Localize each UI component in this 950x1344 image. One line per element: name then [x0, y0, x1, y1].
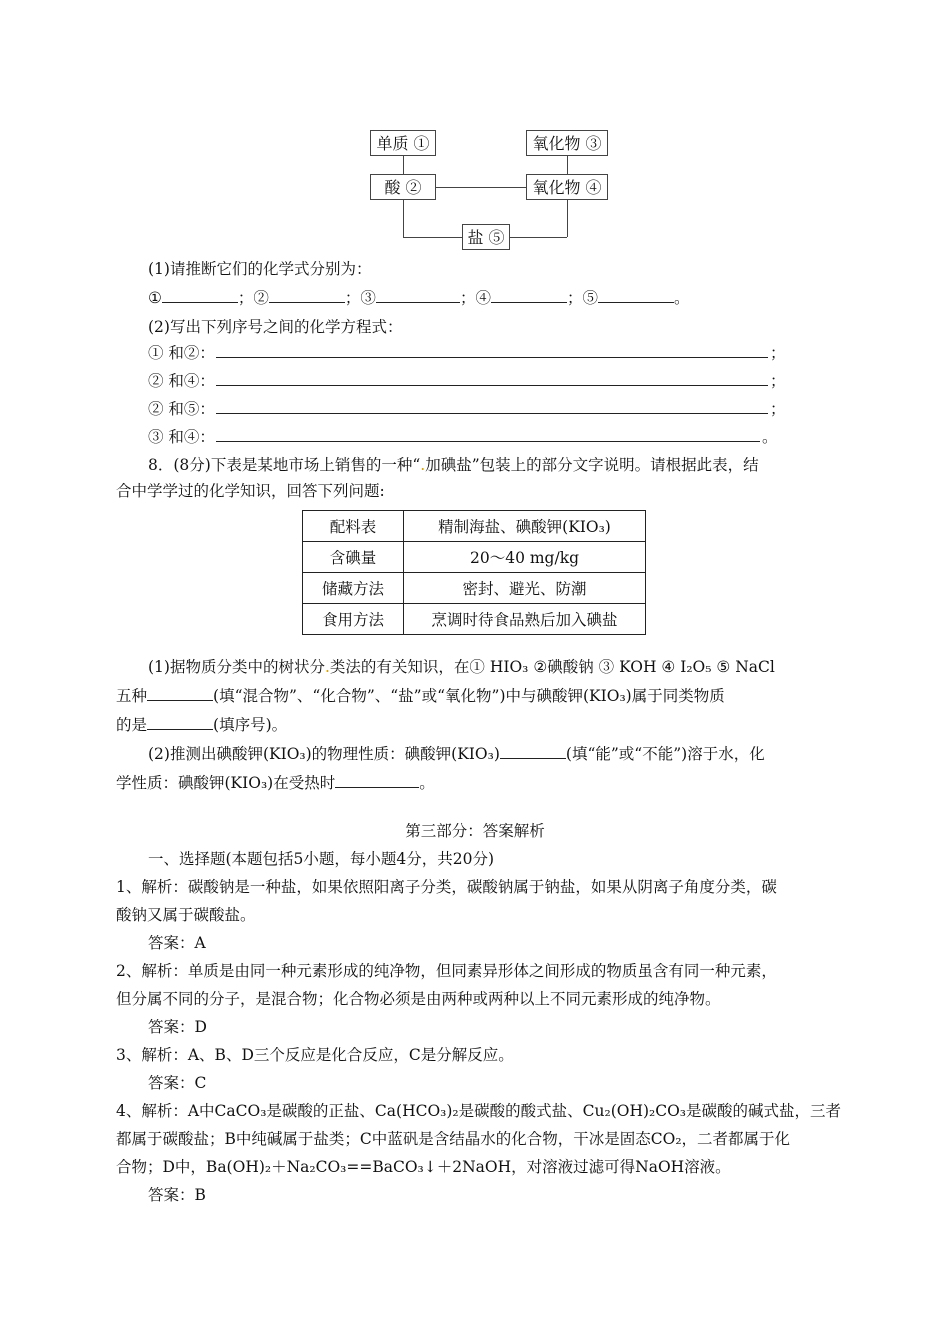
equation-label: ③ 和④：: [148, 428, 215, 446]
label: ①: [148, 289, 162, 307]
classification-diagram: [0, 0, 950, 260]
answer-4-line1: 4、解析：A中CaCO₃是碳酸的正盐、Ca(HCO₃)₂是碳酸的酸式盐、Cu₂(OH)₂CO₃是碳酸的碱式盐，三者: [116, 1102, 842, 1120]
answer-blank[interactable]: [147, 686, 213, 701]
connector: [403, 200, 404, 237]
box-oxide-4: 氧化物 ④: [526, 174, 608, 200]
label: ；④: [459, 289, 491, 307]
table-cell: 食用方法: [303, 604, 404, 635]
answer-1-key: 答案：A: [148, 934, 206, 952]
box-oxide-3: 氧化物 ③: [526, 130, 608, 156]
equation-row: [148, 398, 786, 420]
answer-4-key: 答案：B: [148, 1186, 206, 1204]
q8-intro-line2: 合中学学过的化学知识，回答下列问题:: [116, 482, 385, 500]
equation-label: ② 和⑤：: [148, 400, 215, 418]
q7-part1: (1)请推断它们的化学式分别为：: [148, 260, 372, 278]
table-cell: 20～40 mg/kg: [404, 542, 646, 573]
equation-blank[interactable]: [216, 371, 768, 386]
q8-sub1-line3: [116, 714, 287, 736]
answer-blank[interactable]: [491, 288, 567, 303]
equation-row: [148, 426, 778, 448]
text: (填序号)。: [213, 716, 288, 734]
text: 8．(8分)下表是某地市场上销售的一种“: [148, 456, 421, 474]
equation-row: [148, 370, 786, 392]
table-cell: 储藏方法: [303, 573, 404, 604]
equation-label: ② 和④：: [148, 372, 215, 390]
answer-blank[interactable]: [335, 773, 419, 788]
label: 。: [673, 289, 690, 307]
answer-1-line2: 酸钠又属于碳酸盐。: [116, 906, 256, 924]
equation-label: ① 和②：: [148, 344, 215, 362]
box-salt-5: 盐 ⑤: [462, 224, 510, 250]
q8-intro-line1: [148, 454, 759, 476]
text: 学性质：碘酸钾(KIO₃)在受热时: [116, 774, 336, 792]
text: (填“能”或“不能”)溶于水，化: [565, 745, 765, 763]
table-cell: 密封、避光、防潮: [404, 573, 646, 604]
answer-3-key: 答案：C: [148, 1074, 207, 1092]
answer-blank[interactable]: [269, 288, 345, 303]
connector: [403, 237, 462, 238]
punct: ；: [770, 372, 786, 390]
answers-heading: 第三部分：答案解析: [405, 822, 545, 840]
connector: [567, 200, 568, 237]
connector: [567, 156, 568, 174]
table-row: [303, 573, 646, 604]
box-acid-2: 酸 ②: [370, 174, 436, 200]
text: 的是: [116, 716, 148, 734]
answer-blank[interactable]: [500, 744, 566, 759]
box-element-1: 单质 ①: [370, 130, 436, 156]
equation-blank[interactable]: [216, 343, 768, 358]
answer-2-line2: 但分属不同的分子，是混合物；化合物必须是由两种或两种以上不同元素形成的纯净物。: [116, 990, 721, 1008]
q8-sub2-line2: [116, 772, 435, 794]
q8-sub2-line1: [148, 743, 765, 765]
answer-3-line1: 3、解析：A、B、D三个反应是化合反应，C是分解反应。: [116, 1046, 514, 1064]
connector: [403, 156, 404, 174]
table-cell: 精制海盐、碘酸钾(KIO₃): [404, 511, 646, 542]
q7-part2: (2)写出下列序号之间的化学方程式：: [148, 318, 403, 336]
punct: ；: [770, 344, 786, 362]
answer-4-line2: 都属于碳酸盐；B中纯碱属于盐类；C中蓝矾是含结晶水的化合物，干冰是固态CO₂，二者都属于化: [116, 1130, 791, 1148]
q8-sub1-line2: [116, 685, 725, 707]
label: ；②: [237, 289, 269, 307]
marker-dot-icon: .: [324, 658, 330, 676]
text: 五种: [116, 687, 148, 705]
answer-blank[interactable]: [162, 288, 238, 303]
label: ；⑤: [566, 289, 598, 307]
answers-section: 一、选择题(本题包括5小题，每小题4分，共20分): [148, 850, 495, 868]
text: 类法的有关知识，在① HIO₃ ②碘酸钠 ③ KOH ④ I₂O₅ ⑤ NaCl: [329, 658, 775, 676]
table-row: [303, 604, 646, 635]
table-cell: 烹调时待食品熟后加入碘盐: [404, 604, 646, 635]
marker-dot-icon: .: [420, 456, 426, 474]
text: (2)推测出碘酸钾(KIO₃)的物理性质：碘酸钾(KIO₃): [148, 745, 500, 763]
table-cell: 配料表: [303, 511, 404, 542]
connector: [510, 237, 567, 238]
equation-row: [148, 342, 786, 364]
text: 加碘盐”包装上的部分文字说明。请根据此表，结: [425, 456, 759, 474]
text: 。: [419, 774, 435, 792]
answer-2-key: 答案：D: [148, 1018, 207, 1036]
salt-label-table: [302, 510, 646, 635]
text: (1)据物质分类中的树状分: [148, 658, 325, 676]
label: ；③: [344, 289, 376, 307]
answer-blank[interactable]: [147, 715, 213, 730]
table-row: [303, 511, 646, 542]
answer-blank[interactable]: [376, 288, 460, 303]
connector: [436, 187, 526, 188]
q7-blanks-row: [148, 287, 689, 309]
table-row: [303, 542, 646, 573]
answer-blank[interactable]: [598, 288, 674, 303]
q8-sub1-line1: [148, 656, 775, 678]
answer-2-line1: 2、解析：单质是由同一种元素形成的纯净物，但同素异形体之间形成的物质虽含有同一种元素，: [116, 962, 777, 980]
equation-blank[interactable]: [216, 427, 760, 442]
punct: ；: [770, 400, 786, 418]
text: (填“混合物”、“化合物”、“盐”或“氧化物”)中与碘酸钾(KIO₃)属于同类物质: [213, 687, 725, 705]
punct: 。: [762, 428, 778, 446]
equation-blank[interactable]: [216, 399, 768, 414]
table-cell: 含碘量: [303, 542, 404, 573]
answer-4-line3: 合物；D中，Ba(OH)₂＋Na₂CO₃==BaCO₃↓＋2NaOH，对溶液过滤可得NaOH溶液。: [116, 1158, 731, 1176]
answer-1-line1: 1、解析：碳酸钠是一种盐，如果依照阳离子分类，碳酸钠属于钠盐，如果从阴离子角度分类，碳: [116, 878, 777, 896]
